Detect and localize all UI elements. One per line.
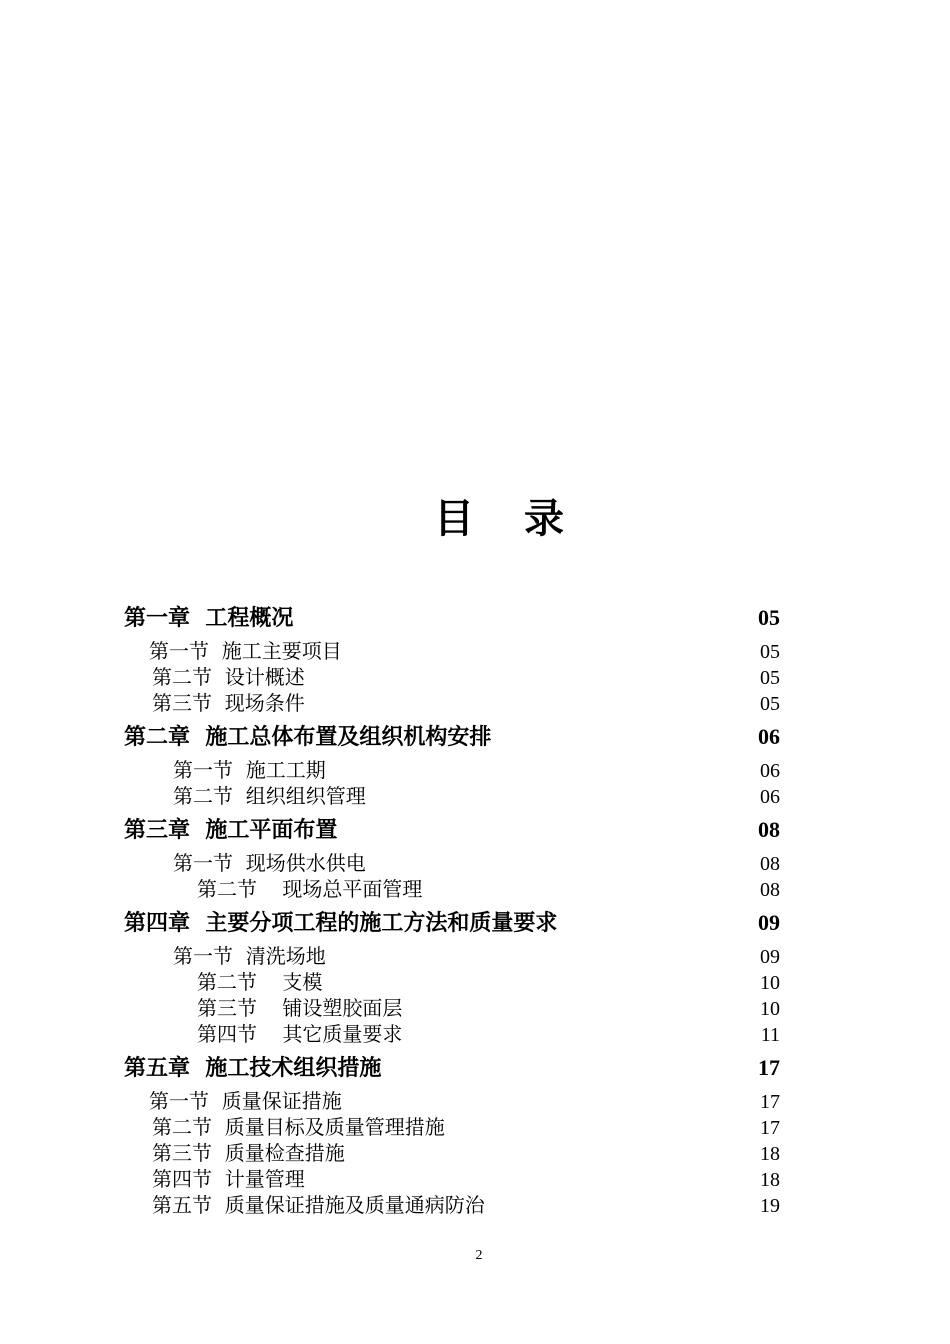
section-title: 第一节 质量保证措施 [149,1089,342,1113]
section-page-number: 11 [760,1024,780,1046]
section-title: 第三节 现场条件 [152,691,305,715]
chapter-page-number: 08 [758,817,780,842]
section-title: 第二节 设计概述 [152,665,305,689]
chapter-title: 第二章 施工总体布置及组织机构安排 [124,725,492,750]
section-title: 第二节 组织组织管理 [173,784,366,808]
section-page-number: 19 [760,1195,780,1217]
section-title: 第四节 计量管理 [152,1167,305,1191]
toc-section[interactable] [124,784,780,810]
section-page-number: 08 [760,879,780,901]
toc-section[interactable] [124,970,780,996]
chapter-page-number: 17 [758,1055,780,1080]
chapter-title: 第四章 主要分项工程的施工方法和质量要求 [124,911,558,936]
toc-section[interactable] [124,639,780,665]
section-title: 第三节 质量检查措施 [152,1141,345,1165]
section-title: 第一节 施工工期 [173,758,326,782]
toc-section[interactable] [124,944,780,970]
section-page-number: 17 [760,1091,780,1113]
page-number: 2 [475,1248,483,1263]
toc-chapter-5[interactable] [124,1050,780,1087]
chapter-title: 第一章 工程概况 [124,606,294,631]
toc-section[interactable] [124,1115,780,1141]
toc-section[interactable] [124,665,780,691]
toc-section[interactable] [124,1167,780,1193]
toc-section[interactable] [124,1141,780,1167]
section-title: 第一节 施工主要项目 [149,639,342,663]
section-title: 第三节 铺设塑胶面层 [197,996,403,1020]
toc-chapter-1[interactable] [124,600,780,637]
section-title: 第二节 支模 [197,970,323,994]
toc-chapter-3[interactable] [124,812,780,849]
toc-chapter-4[interactable] [124,905,780,942]
chapter-page-number: 09 [758,910,780,935]
section-page-number: 09 [760,946,780,968]
section-title: 第五节 质量保证措施及质量通病防治 [152,1193,485,1217]
toc-section[interactable] [124,877,780,903]
table-of-contents [124,600,780,1219]
section-title: 第二节 质量目标及质量管理措施 [152,1115,445,1139]
section-page-number: 10 [760,972,780,994]
section-page-number: 18 [760,1169,780,1191]
toc-section[interactable] [124,996,780,1022]
section-page-number: 06 [760,760,780,782]
toc-section[interactable] [124,758,780,784]
section-page-number: 17 [760,1117,780,1139]
section-title: 第一节 现场供水供电 [173,851,366,875]
section-title: 第四节 其它质量要求 [197,1022,403,1046]
toc-title: 目 录 [434,496,582,542]
chapter-title: 第三章 施工平面布置 [124,818,338,843]
chapter-page-number: 06 [758,724,780,749]
toc-section[interactable] [124,851,780,877]
toc-section[interactable] [124,1022,780,1048]
toc-chapter-2[interactable] [124,719,780,756]
section-page-number: 10 [760,998,780,1020]
section-page-number: 05 [760,667,780,689]
chapter-page-number: 05 [758,605,780,630]
section-page-number: 05 [760,693,780,715]
section-page-number: 05 [760,641,780,663]
toc-section[interactable] [124,691,780,717]
section-title: 第一节 清洗场地 [173,944,326,968]
chapter-title: 第五章 施工技术组织措施 [124,1056,382,1081]
section-page-number: 06 [760,786,780,808]
section-page-number: 08 [760,853,780,875]
toc-section[interactable] [124,1193,780,1219]
section-page-number: 18 [760,1143,780,1165]
toc-section[interactable] [124,1089,780,1115]
section-title: 第二节 现场总平面管理 [197,877,423,901]
